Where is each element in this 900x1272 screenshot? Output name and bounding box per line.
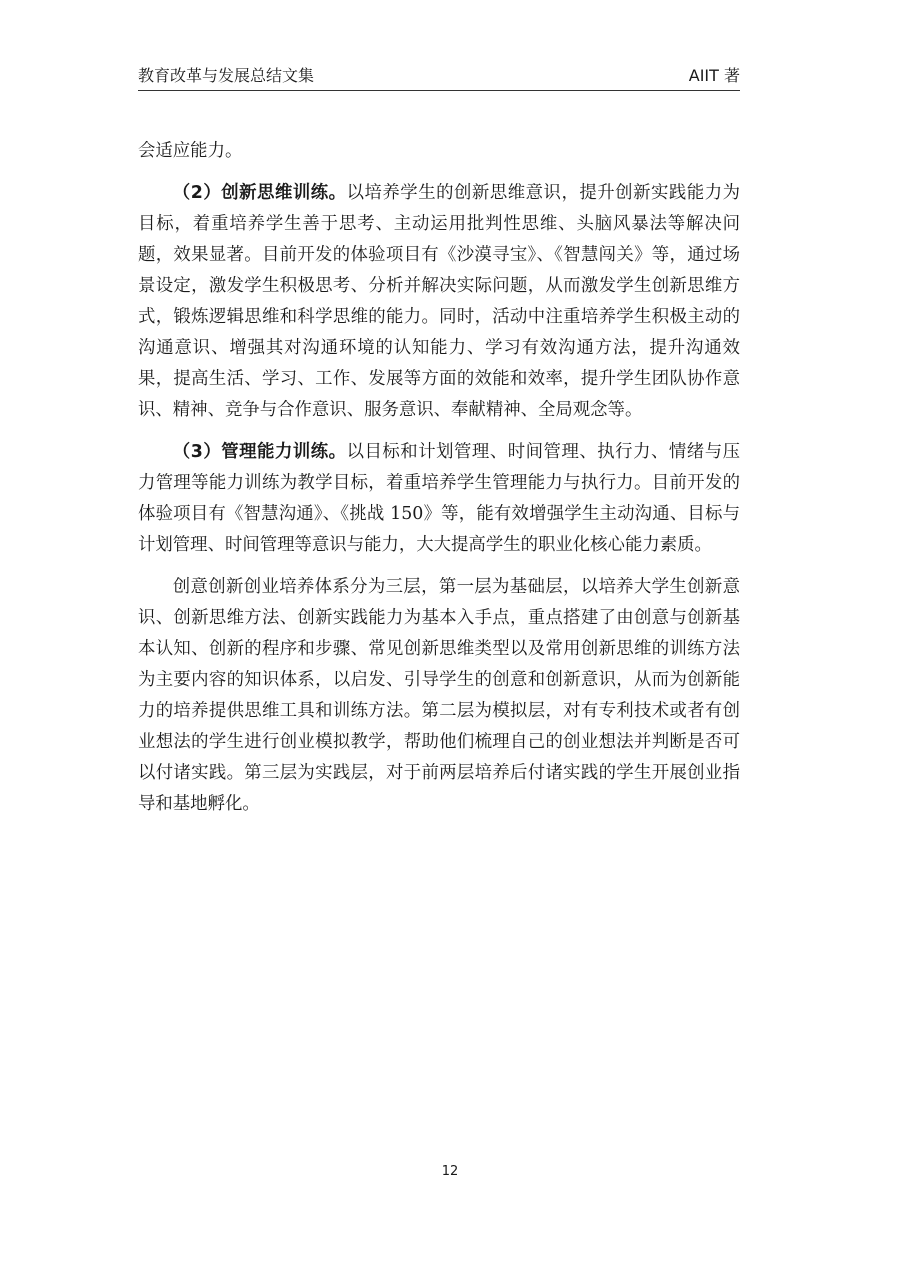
document-body (138, 136, 740, 831)
paragraph-creative-thinking (138, 178, 740, 426)
paragraph-text: 以培养学生的创新思维意识，提升创新实践能力为目标，着重培养学生善于思考、主动运用批判性思维、头脑风暴法等解决问题，效果显著。目前开发的体验项目有《沙漠寻宝》、《智慧闯关》等，通过场景设定，激发学生积极思考、分析并解决实际问题，从而激发学生创新思维方式，锻炼逻辑思维和科学思维的能力。同时，活动中注重培养学生积极主动的沟通意识、增强其对沟通环境的认知能力、学习有效沟通方法，提升沟通效果，提高生活、学习、工作、发展等方面的效能和效率，提升学生团队协作意识、精神、竞争与合作意识、服务意识、奉献精神、全局观念等。 (138, 183, 740, 420)
paragraph-text: 创意创新创业培养体系分为三层，第一层为基础层，以培养大学生创新意识、创新思维方法、创新实践能力为基本入手点，重点搭建了由创意与创新基本认知、创新的程序和步骤、常见创新思维类型以及常用创新思维的训练方法为主要内容的知识体系，以启发、引导学生的创意和创新意识，从而为创新能力的培养提供思维工具和训练方法。第二层为模拟层，对有专利技术或者有创业想法的学生进行创业模拟教学，帮助他们梳理自己的创业想法并判断是否可以付诸实践。第三层为实践层，对于前两层培养后付诸实践的学生开展创业指导和基地孵化。 (138, 577, 740, 814)
paragraph-text: 以目标和计划管理、时间管理、执行力、情绪与压力管理等能力训练为教学目标，着重培养学生管理能力与执行力。目前开发的体验项目有《智慧沟通》、《挑战 150》等，能有效增强学生主动沟通、目标与计划管理、时间管理等意识与能力，大大提高学生的职业化核心能力素质。 (138, 442, 740, 555)
page-header (138, 66, 740, 91)
paragraph-management-ability (138, 437, 740, 561)
page-number: 12 (441, 1164, 459, 1179)
paragraph-heading: （2）创新思维训练。 (172, 183, 347, 203)
paragraph-heading: （3）管理能力训练。 (172, 442, 347, 462)
header-author: AIIT 著 (688, 66, 740, 85)
paragraph-training-system (138, 572, 740, 820)
header-book-title: 教育改革与发展总结文集 (138, 66, 315, 85)
paragraph-text: 会适应能力。 (138, 141, 243, 161)
paragraph-continuation (138, 136, 740, 167)
